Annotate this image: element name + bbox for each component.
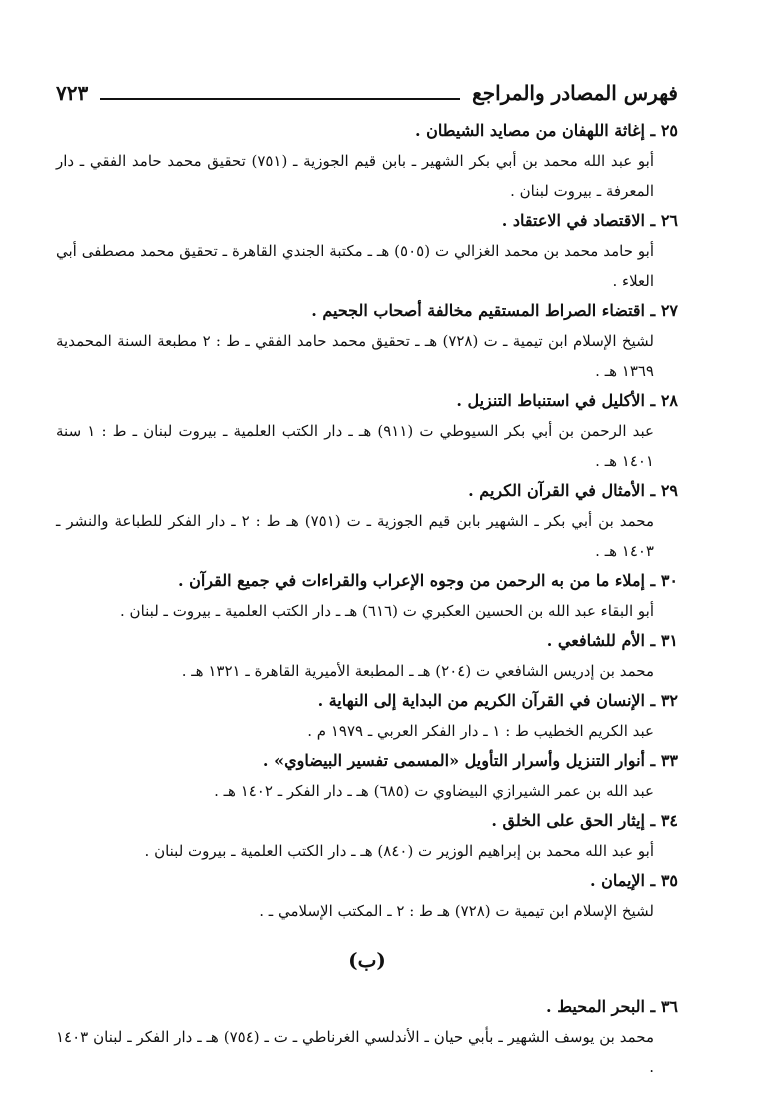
- entry-title: ٢٦ ـ الاقتصاد في الاعتقاد .: [501, 211, 678, 230]
- header-rule: [100, 98, 460, 100]
- entry-details: لشيخ الإسلام ابن تيمية ـ ت (٧٢٨) هـ ـ تحقيق محمد حامد الفقي ـ ط : ٢ مطبعة السنة المحمدية ١٣٦٩ هـ .: [56, 332, 654, 380]
- header-title: فهرس المصادر والمراجع: [472, 81, 678, 105]
- bibliography-entry: [56, 992, 678, 1082]
- bibliography-entry: [56, 626, 678, 686]
- entry-title: ٢٥ ـ إغاثة اللهفان من مصايد الشيطان .: [415, 121, 678, 140]
- entry-details: محمد بن يوسف الشهير ـ بأبي حيان ـ الأندلسي الغرناطي ـ ت ـ (٧٥٤) هـ ـ دار الفكر ـ لبنان ١٤٠٣ .: [56, 1028, 654, 1076]
- bibliography-entry: [56, 206, 678, 296]
- entry-details: أبو حامد محمد بن محمد الغزالي ت (٥٠٥) هـ ـ مكتبة الجندي القاهرة ـ تحقيق محمد مصطفى أبي العلاء .: [56, 242, 654, 290]
- entry-title: ٢٧ ـ اقتضاء الصراط المستقيم مخالفة أصحاب الجحيم .: [311, 301, 678, 320]
- entry-title: ٣٣ ـ أنوار التنزيل وأسرار التأويل «المسمى تفسير البيضاوي» .: [262, 751, 678, 770]
- bibliography-entry: [56, 296, 678, 386]
- bibliography-entry: [56, 386, 678, 476]
- entry-details: عبد الرحمن بن أبي بكر السيوطي ت (٩١١) هـ ـ دار الكتب العلمية ـ بيروت لبنان ـ ط : ١ سنة ١٤٠١ هـ .: [56, 422, 654, 470]
- page: [56, 78, 678, 1076]
- entry-title: ٢٩ ـ الأمثال في القرآن الكريم .: [468, 481, 678, 500]
- entry-details: عبد الله بن عمر الشيرازي البيضاوي ت (٦٨٥) هـ ـ دار الفكر ـ ١٤٠٢ هـ .: [214, 782, 654, 800]
- entry-title: ٢٨ ـ الأكليل في استنباط التنزيل .: [456, 391, 678, 410]
- page-header: [56, 78, 678, 108]
- bibliography-entry: [56, 566, 678, 626]
- bibliography-entry: [56, 806, 678, 866]
- entry-title: ٣٥ ـ الإيمان .: [589, 871, 678, 890]
- bibliography-entry: [56, 116, 678, 206]
- entry-title: ٣٠ ـ إملاء ما من به الرحمن من وجوه الإعراب والقراءات في جميع القرآن .: [177, 571, 678, 590]
- section-heading: (ب): [348, 948, 386, 972]
- entry-details: عبد الكريم الخطيب ط : ١ ـ دار الفكر العربي ـ ١٩٧٩ م .: [307, 722, 654, 740]
- entry-details: محمد بن أبي بكر ـ الشهير بابن قيم الجوزية ـ ت (٧٥١) هـ ط : ٢ ـ دار الفكر للطباعة والنشر ـ ١٤٠٣ هـ .: [56, 512, 654, 560]
- bibliography-entry: [56, 866, 678, 926]
- entry-title: ٣٤ ـ إيثار الحق على الخلق .: [491, 811, 678, 830]
- bibliography-list-section-b: [56, 992, 678, 1082]
- entry-details: محمد بن إدريس الشافعي ت (٢٠٤) هـ ـ المطبعة الأميرية القاهرة ـ ١٣٢١ هـ .: [181, 662, 654, 680]
- entry-title: ٣٦ ـ البحر المحيط .: [546, 997, 678, 1016]
- entry-details: لشيخ الإسلام ابن تيمية ت (٧٢٨) هـ ط : ٢ ـ المكتب الإسلامي ـ .: [259, 902, 654, 920]
- entry-title: ٣١ ـ الأم للشافعي .: [546, 631, 678, 650]
- entry-details: أبو عبد الله محمد بن أبي بكر الشهير ـ بابن قيم الجوزية ـ (٧٥١) تحقيق محمد حامد الفقي ـ دار المعرفة ـ بيروت لبنان .: [56, 152, 655, 200]
- entry-title: ٣٢ ـ الإنسان في القرآن الكريم من البداية إلى النهاية .: [317, 691, 678, 710]
- bibliography-entry: [56, 476, 678, 566]
- entry-details: أبو البقاء عبد الله بن الحسين العكبري ت (٦١٦) هـ ـ دار الكتب العلمية ـ بيروت ـ لبنان .: [120, 602, 654, 620]
- bibliography-entry: [56, 746, 678, 806]
- bibliography-list: [56, 116, 678, 926]
- page-number: ٧٢٣: [56, 81, 89, 105]
- entry-details: أبو عبد الله محمد بن إبراهيم الوزير ت (٨٤٠) هـ ـ دار الكتب العلمية ـ بيروت لبنان .: [144, 842, 654, 860]
- bibliography-entry: [56, 686, 678, 746]
